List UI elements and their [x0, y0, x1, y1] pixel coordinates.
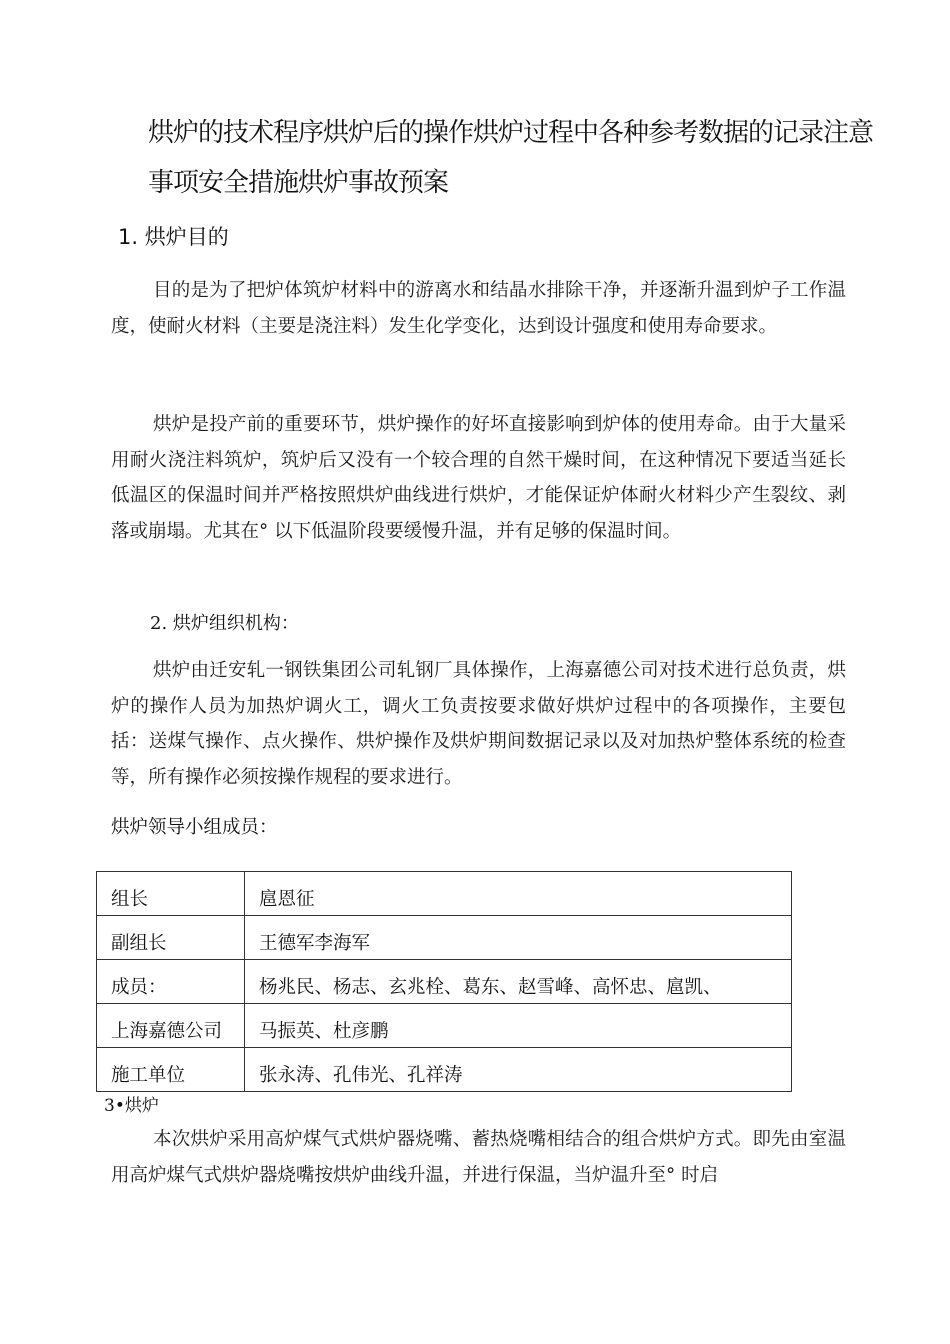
section-1-paragraph-1: 目的是为了把炉体筑炉材料中的游离水和结晶水排除干净，并逐渐升温到炉子工作温度，使耐火材料（主要是浇注料）发生化学变化，达到设计强度和使用寿命要求。 [111, 280, 846, 337]
section-2-heading: 2. 烘炉组织机构： [150, 613, 299, 634]
role-cell: 副组长 [97, 916, 245, 960]
table-row [97, 1004, 792, 1048]
document-title: 烘炉的技术程序烘炉后的操作烘炉过程中各种参考数据的记录注意事项安全措施烘炉事故预案 [148, 118, 874, 198]
members-cell: 张永涛、孔伟光、孔祥涛 [245, 1048, 792, 1092]
table-row [97, 1048, 792, 1092]
leaders-table [96, 871, 792, 1092]
role-cell: 上海嘉德公司 [97, 1004, 245, 1048]
section-3-paragraph-1: 本次烘炉采用高炉煤气式烘炉器烧嘴、蓄热烧嘴相结合的组合烘炉方式。即先由室温用高炉煤气式烘炉器烧嘴按烘炉曲线升温，并进行保温，当炉温升至° 时启 [111, 1129, 846, 1186]
members-cell: 王德军李海军 [245, 916, 792, 960]
members-cell: 杨兆民、杨志、玄兆栓、葛东、赵雪峰、高怀忠、扈凯、 [245, 960, 792, 1004]
section-1-paragraph-2: 烘炉是投产前的重要环节，烘炉操作的好坏直接影响到炉体的使用寿命。由于大量采用耐火浇注料筑炉，筑炉后又没有一个较合理的自然干燥时间，在这种情况下要适当延长低温区的保温时间并严格按照烘炉曲线进行烘炉，才能保证炉体耐火材料少产生裂纹、剥落或崩塌。尤其在° 以下低温阶段要缓慢升温，并有足够的保温时间。 [111, 414, 846, 542]
role-cell: 施工单位 [97, 1048, 245, 1092]
role-cell: 组长 [97, 872, 245, 916]
section-3-heading: 3•烘炉 [104, 1096, 159, 1116]
table-row [97, 960, 792, 1004]
members-cell: 扈恩征 [245, 872, 792, 916]
section-1-heading: 1. 烘炉目的 [118, 225, 229, 249]
role-cell: 成员： [97, 960, 245, 1004]
table-row [97, 872, 792, 916]
section-2-paragraph-1: 烘炉由迁安轧一钢铁集团公司轧钢厂具体操作，上海嘉德公司对技术进行总负责，烘炉的操作人员为加热炉调火工，调火工负责按要求做好烘炉过程中的各项操作，主要包括：送煤气操作、点火操作、烘炉操作及烘炉期间数据记录以及对加热炉整体系统的检查等，所有操作必须按操作规程的要求进行。 [111, 660, 846, 788]
members-cell: 马振英、杜彦鹏 [245, 1004, 792, 1048]
leaders-label: 烘炉领导小组成员： [111, 817, 278, 838]
table-row [97, 916, 792, 960]
